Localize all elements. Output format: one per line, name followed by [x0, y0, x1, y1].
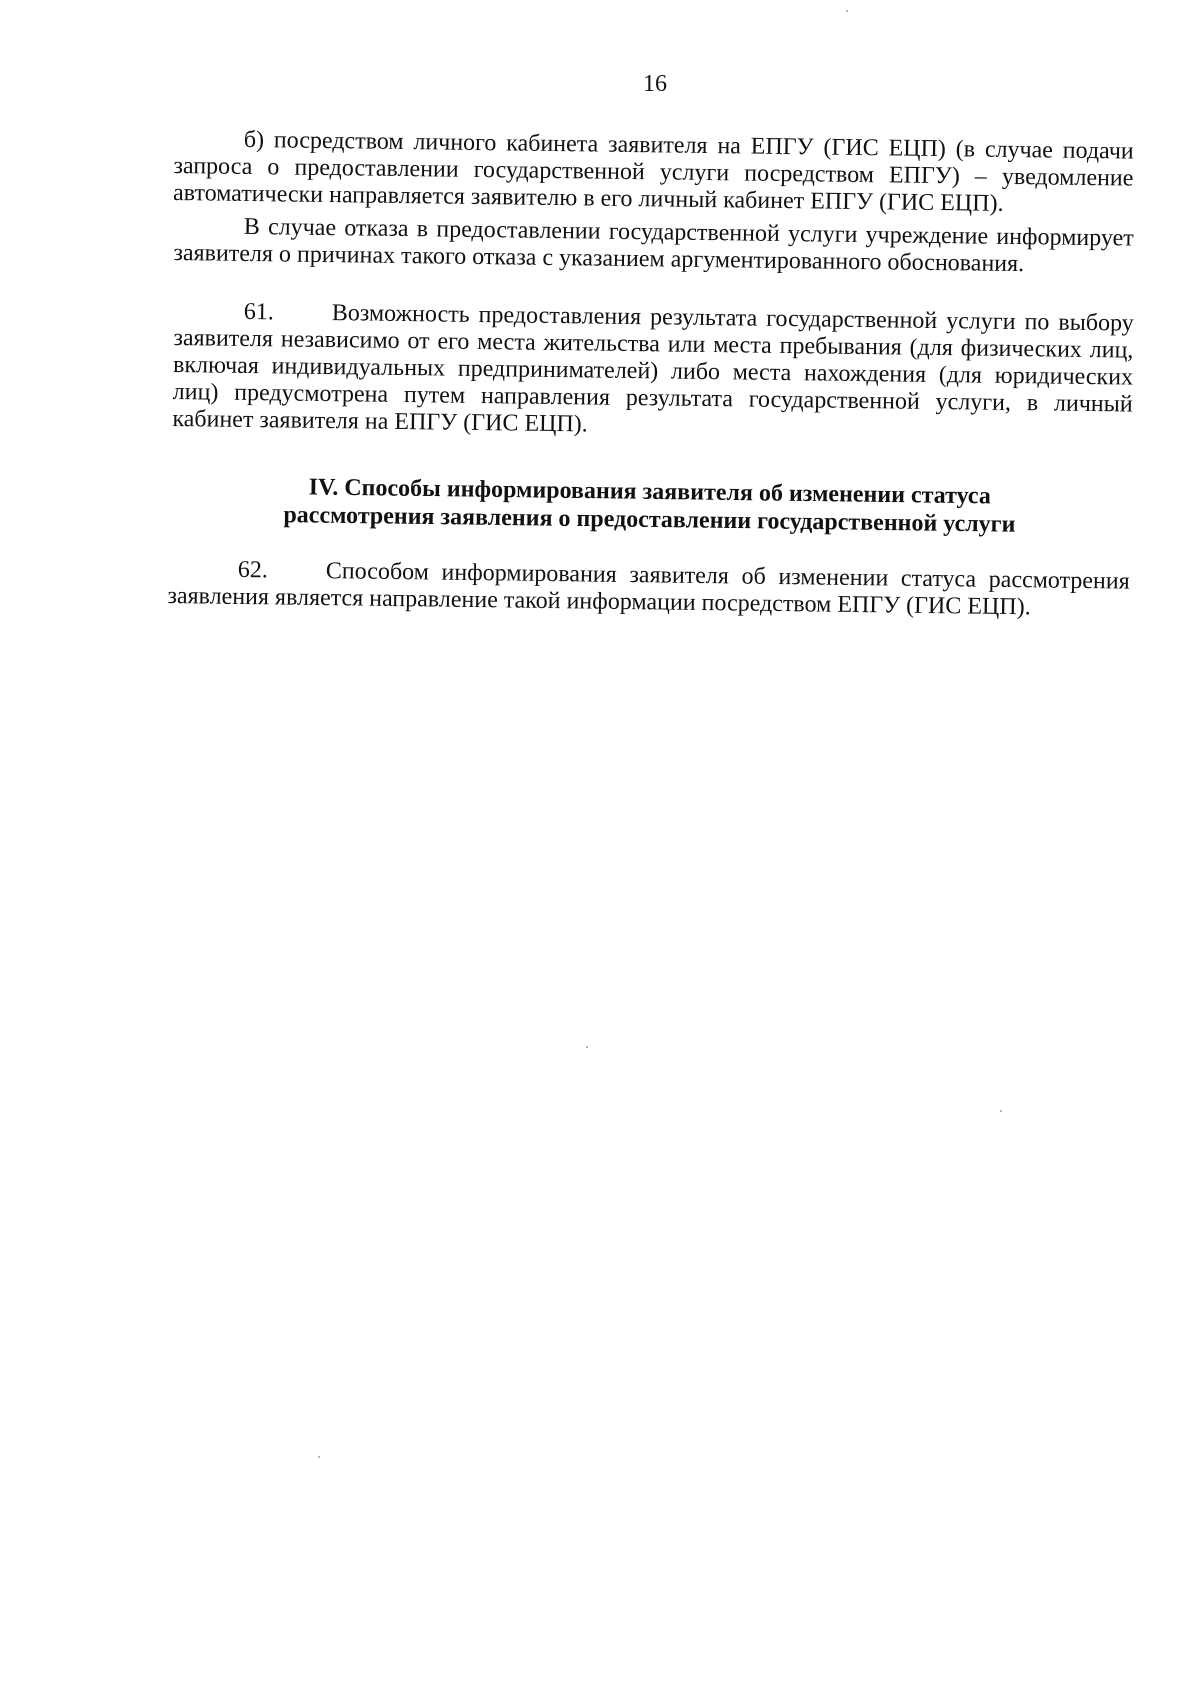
paragraph-b — [173, 126, 1134, 220]
paragraph-refusal-text: В случае отказа в предоставлении государственной услуги учреждение информирует заявителя о причинах такого отказа с указанием аргументированного обоснования. — [173, 213, 1134, 278]
paragraph-62-body — [167, 556, 1130, 623]
page-number: 16 — [643, 71, 667, 97]
paragraph-62-number: 62. — [237, 556, 268, 584]
scan-speck — [1000, 1110, 1002, 1112]
paragraph-61-text: Возможность предоставления результата государственной услуги по выбору заявителя независимо от его места жительства или места пребывания (для физических лиц, включая индивидуальных предпринимателей) либо места нахождения (для юридических лиц) предусмотрена путем направления результата государственной услуги, в личный кабинет заявителя на ЕПГУ (ГИС ЕЦП). — [172, 300, 1134, 438]
scan-speck — [318, 1456, 320, 1458]
section-iv-heading-line-2: рассмотрения заявления о предоставлении государственной услуги — [283, 502, 1016, 538]
paragraph-b-text: б) посредством личного кабинета заявителя на ЕПГУ (ГИС ЕЦП) (в случае подачи запроса о предоставлении государственной услуги посредством ЕПГУ) – уведомление автоматически направляется заявителю в его личный кабинет ЕПГУ (ГИС ЕЦП). — [172, 126, 1134, 217]
section-iv-heading — [199, 472, 1100, 540]
scan-speck — [846, 10, 848, 12]
paragraph-62 — [167, 556, 1130, 623]
paragraph-refusal — [173, 213, 1134, 280]
paragraph-61 — [172, 298, 1134, 446]
paragraph-62-text: Способом информирования заявителя об изменении статуса рассмотрения заявления является направление такой информации посредством ЕПГУ (ГИС ЕЦП). — [167, 558, 1130, 621]
section-iv-heading-line-1: IV. Способы информирования заявителя об изменении статуса — [308, 474, 991, 510]
paragraph-61-body — [172, 298, 1134, 446]
scan-speck — [586, 1046, 588, 1048]
paragraph-61-number: 61. — [243, 298, 274, 326]
